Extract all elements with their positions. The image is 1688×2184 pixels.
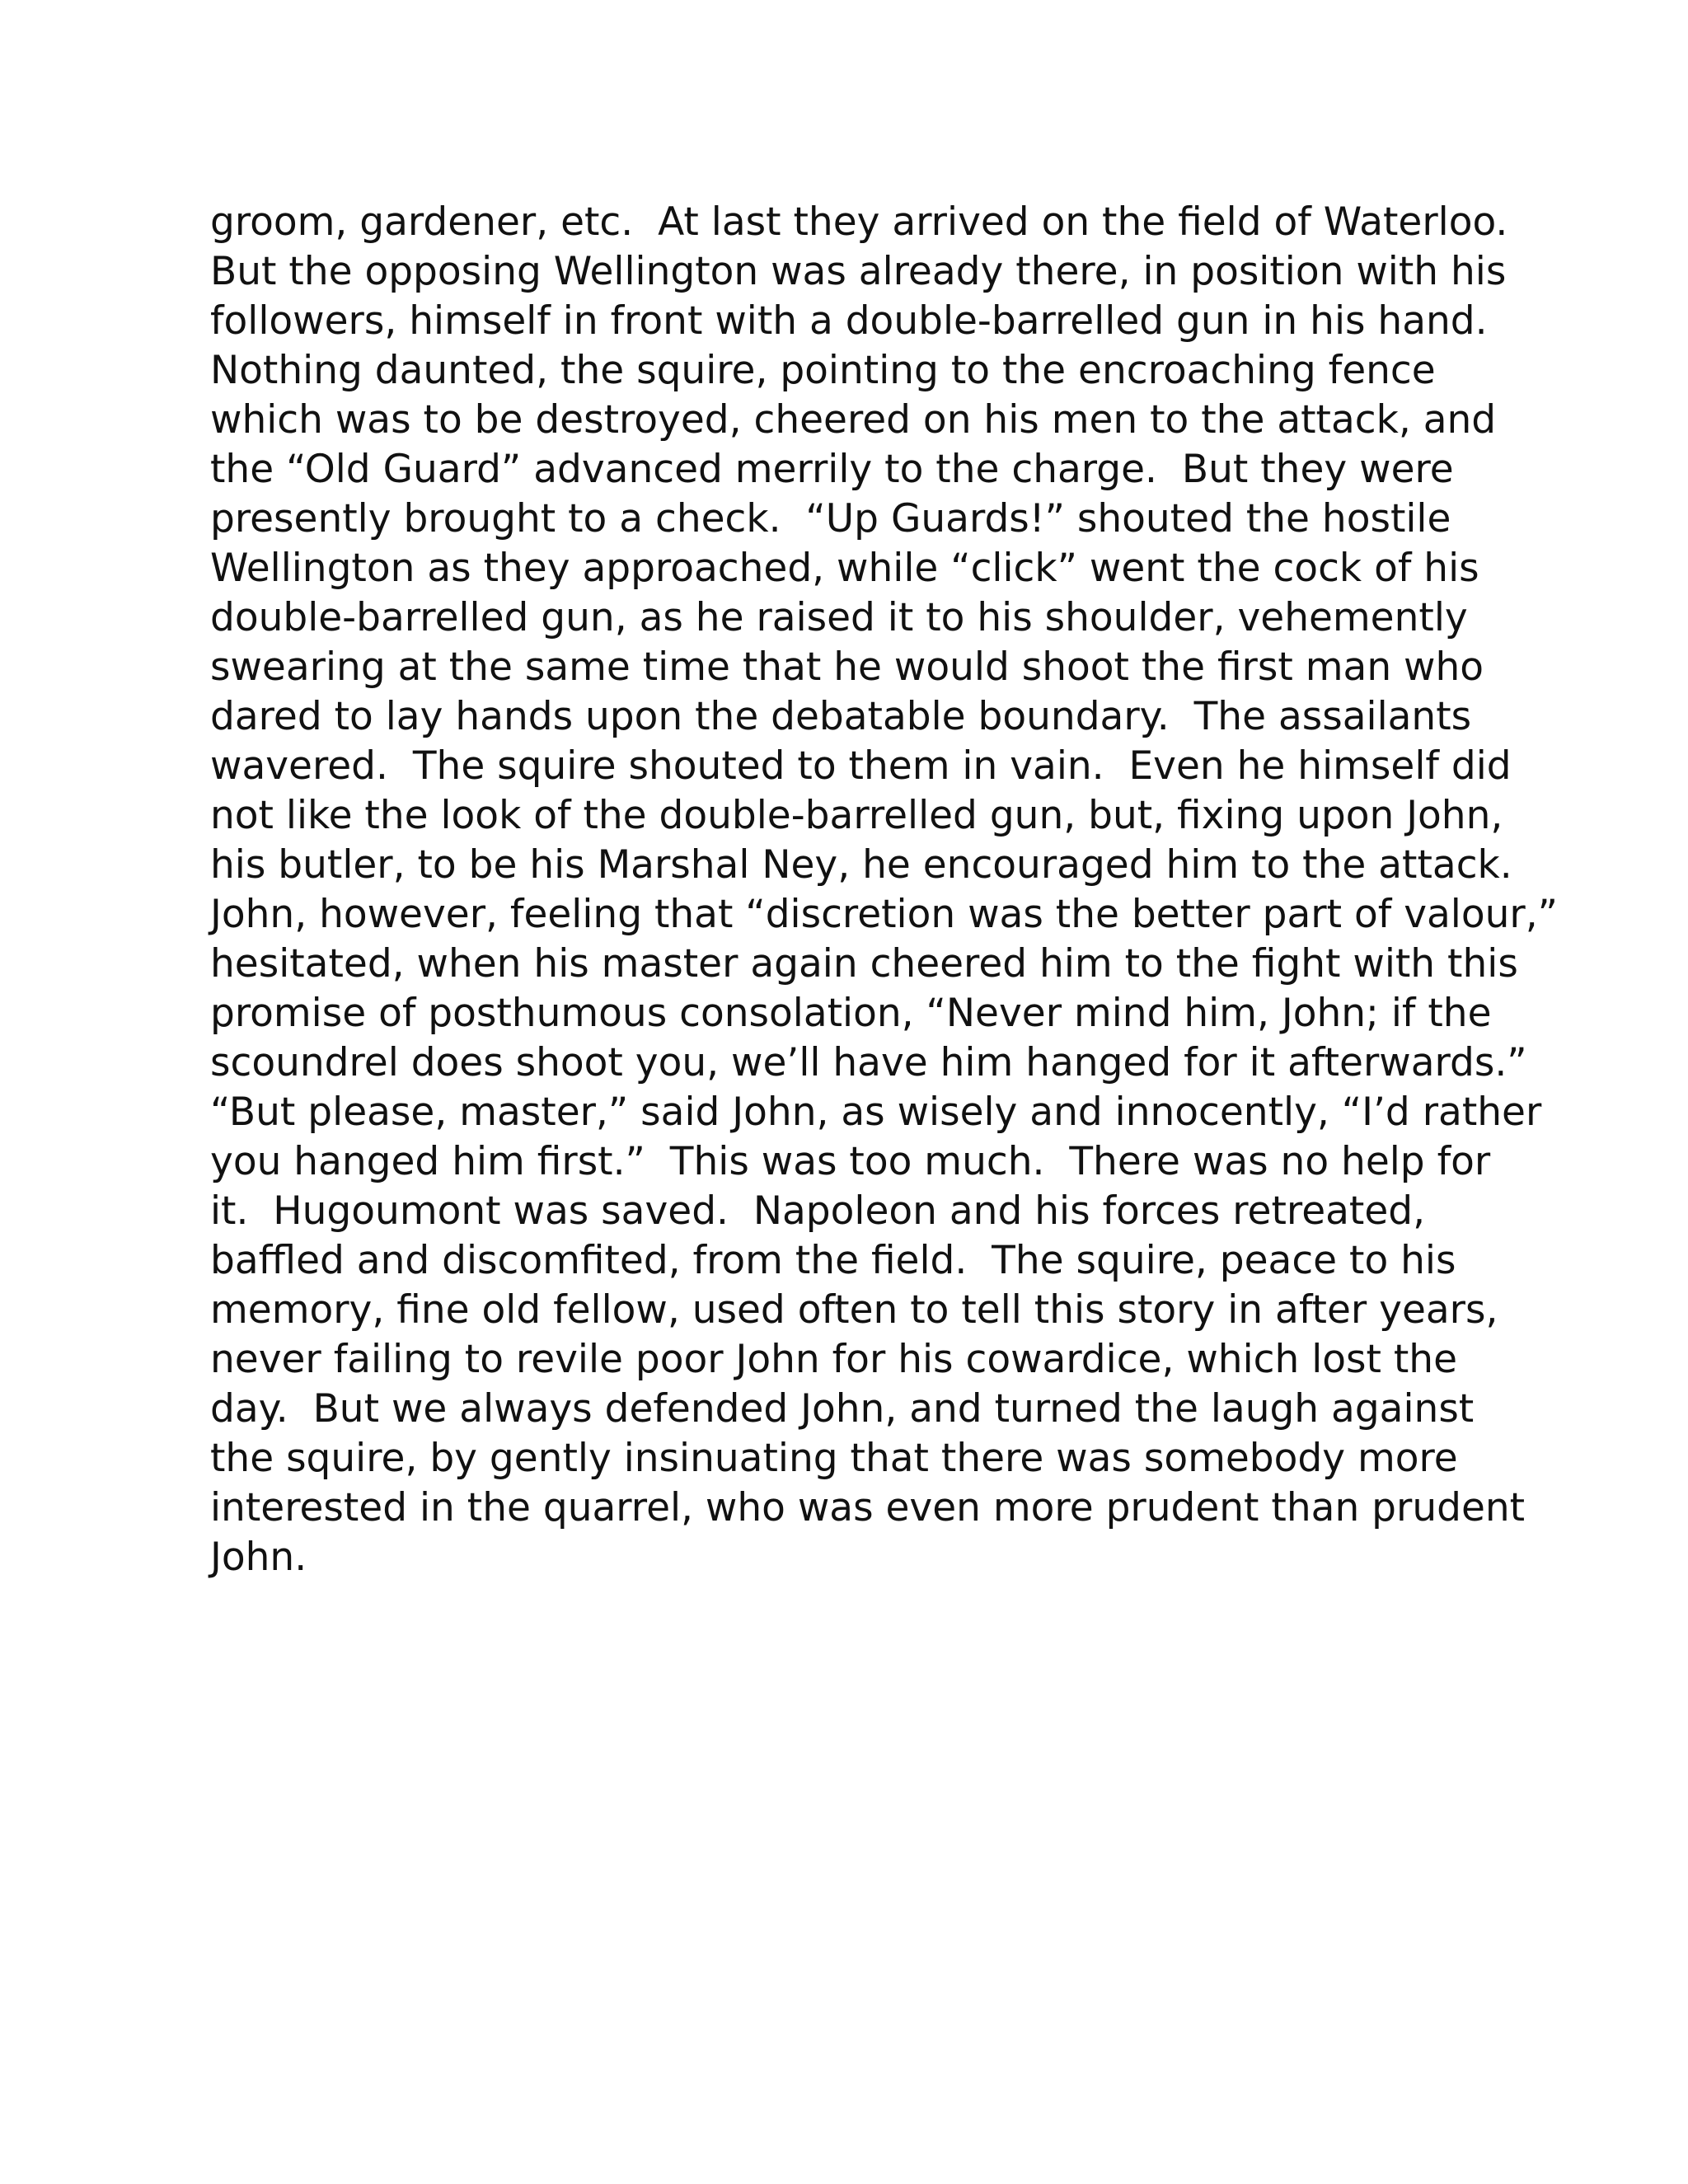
text-line: John, however, feeling that “discretion was the better part of valour,” [210, 892, 1559, 937]
text-line: swearing at the same time that he would shoot the first man who [210, 644, 1484, 690]
text-line: Wellington as they approached, while “click” went the cock of his [210, 546, 1479, 591]
text-line: memory, fine old fellow, used often to tell this story in after years, [210, 1287, 1498, 1333]
text-line: his butler, to be his Marshal Ney, he encouraged him to the attack. [210, 842, 1512, 888]
body-text [210, 198, 1559, 1582]
text-line: which was to be destroyed, cheered on his men to the attack, and [210, 397, 1497, 443]
text-line: promise of posthumous consolation, “Never mind him, John; if the [210, 991, 1492, 1036]
text-line: the “Old Guard” advanced merrily to the charge. But they were [210, 447, 1454, 492]
text-line: Nothing daunted, the squire, pointing to the encroaching fence [210, 348, 1436, 393]
text-line: it. Hugoumont was saved. Napoleon and his forces retreated, [210, 1188, 1426, 1234]
text-line: But the opposing Wellington was already there, in position with his [210, 249, 1507, 294]
text-line: John. [210, 1535, 307, 1580]
text-line: you hanged him first.” This was too much. There was no help for [210, 1139, 1491, 1184]
text-line: day. But we always defended John, and turned the laugh against [210, 1386, 1475, 1432]
text-line: followers, himself in front with a double-barrelled gun in his hand. [210, 298, 1488, 344]
text-line: interested in the quarrel, who was even more prudent than prudent [210, 1485, 1526, 1530]
text-line: double-barrelled gun, as he raised it to his shoulder, vehemently [210, 595, 1468, 640]
text-line: the squire, by gently insinuating that there was somebody more [210, 1436, 1458, 1481]
text-line: presently brought to a check. “Up Guards!” shouted the hostile [210, 496, 1451, 541]
text-line: “But please, master,” said John, as wisely and innocently, “I’d rather [210, 1090, 1542, 1135]
text-line: wavered. The squire shouted to them in vain. Even he himself did [210, 743, 1512, 789]
text-line: never failing to revile poor John for his cowardice, which lost the [210, 1337, 1457, 1382]
text-line: groom, gardener, etc. At last they arrived on the field of Waterloo. [210, 199, 1508, 245]
text-line: dared to lay hands upon the debatable boundary. The assailants [210, 694, 1472, 739]
text-line: hesitated, when his master again cheered him to the fight with this [210, 941, 1518, 987]
text-line: not like the look of the double-barrelled gun, but, fixing upon John, [210, 793, 1503, 838]
text-line: scoundrel does shoot you, we’ll have him hanged for it afterwards.” [210, 1040, 1527, 1085]
text-line: baffled and discomfited, from the field. The squire, peace to his [210, 1238, 1456, 1283]
